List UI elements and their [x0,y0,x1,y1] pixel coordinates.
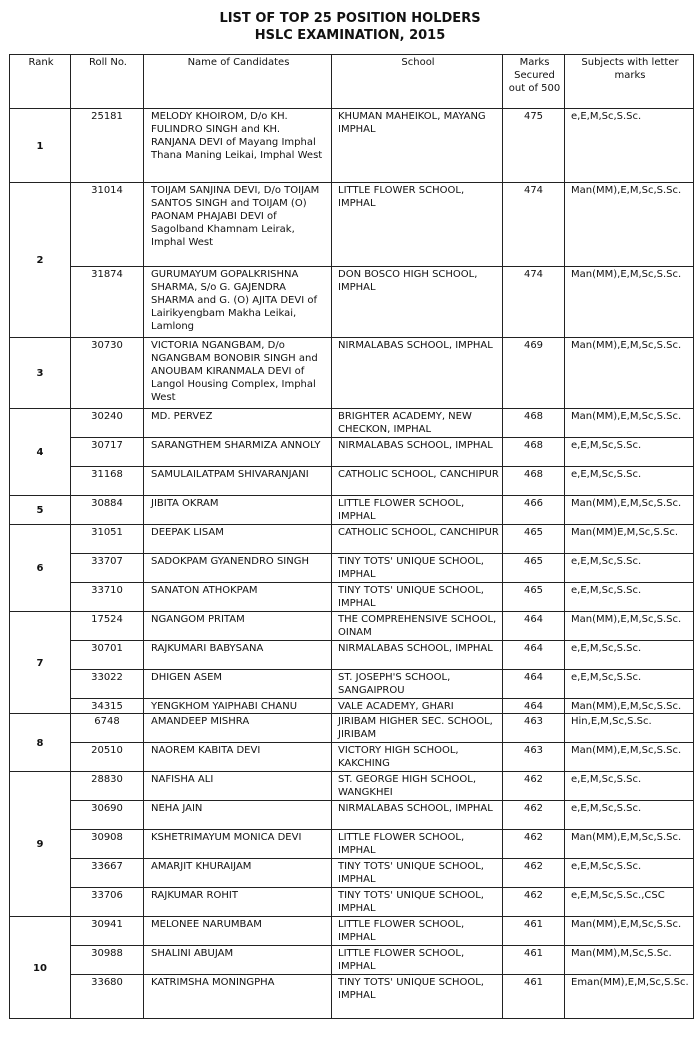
table-row [10,699,694,714]
candidate-name-cell: KSHETRIMAYUM MONICA DEVI [144,830,332,859]
subjects-cell: e,E,M,Sc,S.Sc. [565,641,694,670]
header-roll-no: Roll No. [71,55,144,109]
table-row [10,801,694,830]
candidate-name-cell: NAFISHA ALI [144,772,332,801]
candidate-name-cell: KATRIMSHA MONINGPHA [144,975,332,1019]
school-cell: TINY TOTS' UNIQUE SCHOOL, IMPHAL [332,888,503,917]
roll-no-cell: 30884 [71,496,144,525]
header-rank: Rank [10,55,71,109]
table-row [10,467,694,496]
document-title: LIST OF TOP 25 POSITION HOLDERS [219,11,481,26]
subjects-cell: e,E,M,Sc,S.Sc. [565,772,694,801]
table-header-row [10,55,694,109]
candidate-name-cell: VICTORIA NGANGBAM, D/o NGANGBAM BONOBIR SINGH and ANOUBAM KIRANMALA DEVI of Langol Housing Complex, Imphal West [144,338,332,409]
school-cell: LITTLE FLOWER SCHOOL, IMPHAL [332,946,503,975]
marks-cell: 468 [503,409,565,438]
table-row [10,641,694,670]
roll-no-cell: 31014 [71,183,144,267]
candidate-name-cell: AMANDEEP MISHRA [144,714,332,743]
marks-cell: 475 [503,109,565,183]
rank-cell: 1 [10,109,71,183]
school-cell: BRIGHTER ACADEMY, NEW CHECKON, IMPHAL [332,409,503,438]
rank-cell: 8 [10,714,71,772]
candidate-name-cell: RAJKUMAR ROHIT [144,888,332,917]
school-cell: ST. GEORGE HIGH SCHOOL, WANGKHEI [332,772,503,801]
roll-no-cell: 33707 [71,554,144,583]
subjects-cell: Man(MM),E,M,Sc,S.Sc. [565,267,694,338]
subjects-cell: Man(MM),M,Sc,S.Sc. [565,946,694,975]
position-holders-table [9,54,694,1019]
table-row [10,525,694,554]
candidate-name-cell: NEHA JAIN [144,801,332,830]
candidate-name-cell: DHIGEN ASEM [144,670,332,699]
table-row [10,830,694,859]
table-row [10,612,694,641]
subjects-cell: Hin,E,M,Sc,S.Sc. [565,714,694,743]
school-cell: LITTLE FLOWER SCHOOL, IMPHAL [332,496,503,525]
candidate-name-cell: YENGKHOM YAIPHABI CHANU [144,699,332,714]
subjects-cell: Man(MM),E,M,Sc,S.Sc. [565,830,694,859]
roll-no-cell: 31168 [71,467,144,496]
table-row [10,917,694,946]
marks-cell: 468 [503,467,565,496]
candidate-name-cell: AMARJIT KHURAIJAM [144,859,332,888]
candidate-name-cell: SAMULAILATPAM SHIVARANJANI [144,467,332,496]
roll-no-cell: 30690 [71,801,144,830]
table-row [10,743,694,772]
subjects-cell: Man(MM),E,M,Sc,S.Sc. [565,699,694,714]
school-cell: THE COMPREHENSIVE SCHOOL, OINAM [332,612,503,641]
marks-cell: 462 [503,830,565,859]
marks-cell: 464 [503,612,565,641]
school-cell: NIRMALABAS SCHOOL, IMPHAL [332,438,503,467]
school-cell: TINY TOTS' UNIQUE SCHOOL, IMPHAL [332,975,503,1019]
rank-cell: 4 [10,409,71,496]
candidate-name-cell: MELODY KHOIROM, D/o KH. FULINDRO SINGH and KH. RANJANA DEVI of Mayang Imphal Thana Maning Leikai, Imphal West [144,109,332,183]
marks-cell: 469 [503,338,565,409]
candidate-name-cell: TOIJAM SANJINA DEVI, D/o TOIJAM SANTOS SINGH and TOIJAM (O) PAONAM PHAJABI DEVI of Sagolband Khamnam Leirak, Imphal West [144,183,332,267]
marks-cell: 462 [503,859,565,888]
roll-no-cell: 31051 [71,525,144,554]
school-cell: CATHOLIC SCHOOL, CANCHIPUR [332,525,503,554]
roll-no-cell: 6748 [71,714,144,743]
subjects-cell: e,E,M,Sc,S.Sc. [565,554,694,583]
school-cell: VICTORY HIGH SCHOOL, KAKCHING [332,743,503,772]
candidate-name-cell: SADOKPAM GYANENDRO SINGH [144,554,332,583]
subjects-cell: Man(MM),E,M,Sc,S.Sc. [565,183,694,267]
roll-no-cell: 30701 [71,641,144,670]
school-cell: LITTLE FLOWER SCHOOL, IMPHAL [332,830,503,859]
header-marks: Marks Secured out of 500 [503,55,565,109]
subjects-cell: Man(MM)E,M,Sc,S.Sc. [565,525,694,554]
roll-no-cell: 28830 [71,772,144,801]
candidate-name-cell: JIBITA OKRAM [144,496,332,525]
school-cell: KHUMAN MAHEIKOL, MAYANG IMPHAL [332,109,503,183]
school-cell: CATHOLIC SCHOOL, CANCHIPUR [332,467,503,496]
rank-cell: 5 [10,496,71,525]
table-row [10,496,694,525]
subjects-cell: Man(MM),E,M,Sc,S.Sc. [565,409,694,438]
rank-cell: 9 [10,772,71,917]
table-row [10,409,694,438]
subjects-cell: e,E,M,Sc,S.Sc. [565,109,694,183]
roll-no-cell: 33667 [71,859,144,888]
table-row [10,714,694,743]
subjects-cell: e,E,M,Sc,S.Sc. [565,438,694,467]
roll-no-cell: 30908 [71,830,144,859]
marks-cell: 464 [503,699,565,714]
roll-no-cell: 20510 [71,743,144,772]
roll-no-cell: 34315 [71,699,144,714]
roll-no-cell: 25181 [71,109,144,183]
rank-cell: 7 [10,612,71,714]
subjects-cell: e,E,M,Sc,S.Sc. [565,583,694,612]
table-row [10,975,694,1019]
subjects-cell: Man(MM),E,M,Sc,S.Sc. [565,338,694,409]
candidate-name-cell: SHALINI ABUJAM [144,946,332,975]
marks-cell: 464 [503,641,565,670]
candidate-name-cell: NAOREM KABITA DEVI [144,743,332,772]
subjects-cell: e,E,M,Sc,S.Sc. [565,859,694,888]
marks-cell: 465 [503,554,565,583]
candidate-name-cell: SARANGTHEM SHARMIZA ANNOLY [144,438,332,467]
subjects-cell: e,E,M,Sc,S.Sc. [565,801,694,830]
roll-no-cell: 30240 [71,409,144,438]
school-cell: LITTLE FLOWER SCHOOL, IMPHAL [332,183,503,267]
marks-cell: 462 [503,772,565,801]
header-subjects: Subjects with letter marks [565,55,694,109]
marks-cell: 465 [503,525,565,554]
subjects-cell: e,E,M,Sc,S.Sc. [565,670,694,699]
school-cell: TINY TOTS' UNIQUE SCHOOL, IMPHAL [332,859,503,888]
candidate-name-cell: DEEPAK LISAM [144,525,332,554]
school-cell: NIRMALABAS SCHOOL, IMPHAL [332,338,503,409]
roll-no-cell: 31874 [71,267,144,338]
table-row [10,670,694,699]
school-cell: TINY TOTS' UNIQUE SCHOOL, IMPHAL [332,583,503,612]
roll-no-cell: 30941 [71,917,144,946]
roll-no-cell: 33022 [71,670,144,699]
marks-cell: 465 [503,583,565,612]
candidate-name-cell: SANATON ATHOKPAM [144,583,332,612]
subjects-cell: e,E,M,Sc,S.Sc. [565,467,694,496]
table-row [10,183,694,267]
roll-no-cell: 33706 [71,888,144,917]
candidate-name-cell: GURUMAYUM GOPALKRISHNA SHARMA, S/o G. GAJENDRA SHARMA and G. (O) AJITA DEVI of Lairikyengbam Makha Leikai, Lamlong [144,267,332,338]
marks-cell: 463 [503,743,565,772]
school-cell: VALE ACADEMY, GHARI [332,699,503,714]
table-row [10,338,694,409]
marks-cell: 464 [503,670,565,699]
school-cell: NIRMALABAS SCHOOL, IMPHAL [332,641,503,670]
candidate-name-cell: MELONEE NARUMBAM [144,917,332,946]
table-row [10,438,694,467]
roll-no-cell: 33710 [71,583,144,612]
rank-cell: 3 [10,338,71,409]
candidate-name-cell: NGANGOM PRITAM [144,612,332,641]
subjects-cell: Man(MM),E,M,Sc,S.Sc. [565,917,694,946]
subjects-cell: Man(MM),E,M,Sc,S.Sc. [565,612,694,641]
marks-cell: 466 [503,496,565,525]
marks-cell: 463 [503,714,565,743]
table-body [10,109,694,1019]
school-cell: TINY TOTS' UNIQUE SCHOOL, IMPHAL [332,554,503,583]
school-cell: NIRMALABAS SCHOOL, IMPHAL [332,801,503,830]
roll-no-cell: 30717 [71,438,144,467]
marks-cell: 474 [503,183,565,267]
header-name: Name of Candidates [144,55,332,109]
school-cell: DON BOSCO HIGH SCHOOL, IMPHAL [332,267,503,338]
rank-cell: 10 [10,917,71,1019]
marks-cell: 462 [503,801,565,830]
school-cell: LITTLE FLOWER SCHOOL, IMPHAL [332,917,503,946]
document-subtitle: HSLC EXAMINATION, 2015 [254,28,446,43]
subjects-cell: Man(MM),E,M,Sc,S.Sc. [565,496,694,525]
roll-no-cell: 17524 [71,612,144,641]
school-cell: JIRIBAM HIGHER SEC. SCHOOL, JIRIBAM [332,714,503,743]
table-row [10,888,694,917]
school-cell: ST. JOSEPH'S SCHOOL, SANGAIPROU [332,670,503,699]
table-row [10,946,694,975]
table-row [10,554,694,583]
rank-cell: 6 [10,525,71,612]
subjects-cell: Man(MM),E,M,Sc,S.Sc. [565,743,694,772]
marks-cell: 461 [503,946,565,975]
marks-cell: 468 [503,438,565,467]
candidate-name-cell: RAJKUMARI BABYSANA [144,641,332,670]
table-row [10,859,694,888]
marks-cell: 462 [503,888,565,917]
subjects-cell: e,E,M,Sc,S.Sc.,CSC [565,888,694,917]
table-row [10,772,694,801]
marks-cell: 461 [503,975,565,1019]
marks-cell: 461 [503,917,565,946]
table-row [10,109,694,183]
table-row [10,267,694,338]
candidate-name-cell: MD. PERVEZ [144,409,332,438]
roll-no-cell: 33680 [71,975,144,1019]
marks-cell: 474 [503,267,565,338]
roll-no-cell: 30730 [71,338,144,409]
rank-cell: 2 [10,183,71,338]
roll-no-cell: 30988 [71,946,144,975]
header-school: School [332,55,503,109]
subjects-cell: Eman(MM),E,M,Sc,S.Sc. [565,975,694,1019]
table-row [10,583,694,612]
